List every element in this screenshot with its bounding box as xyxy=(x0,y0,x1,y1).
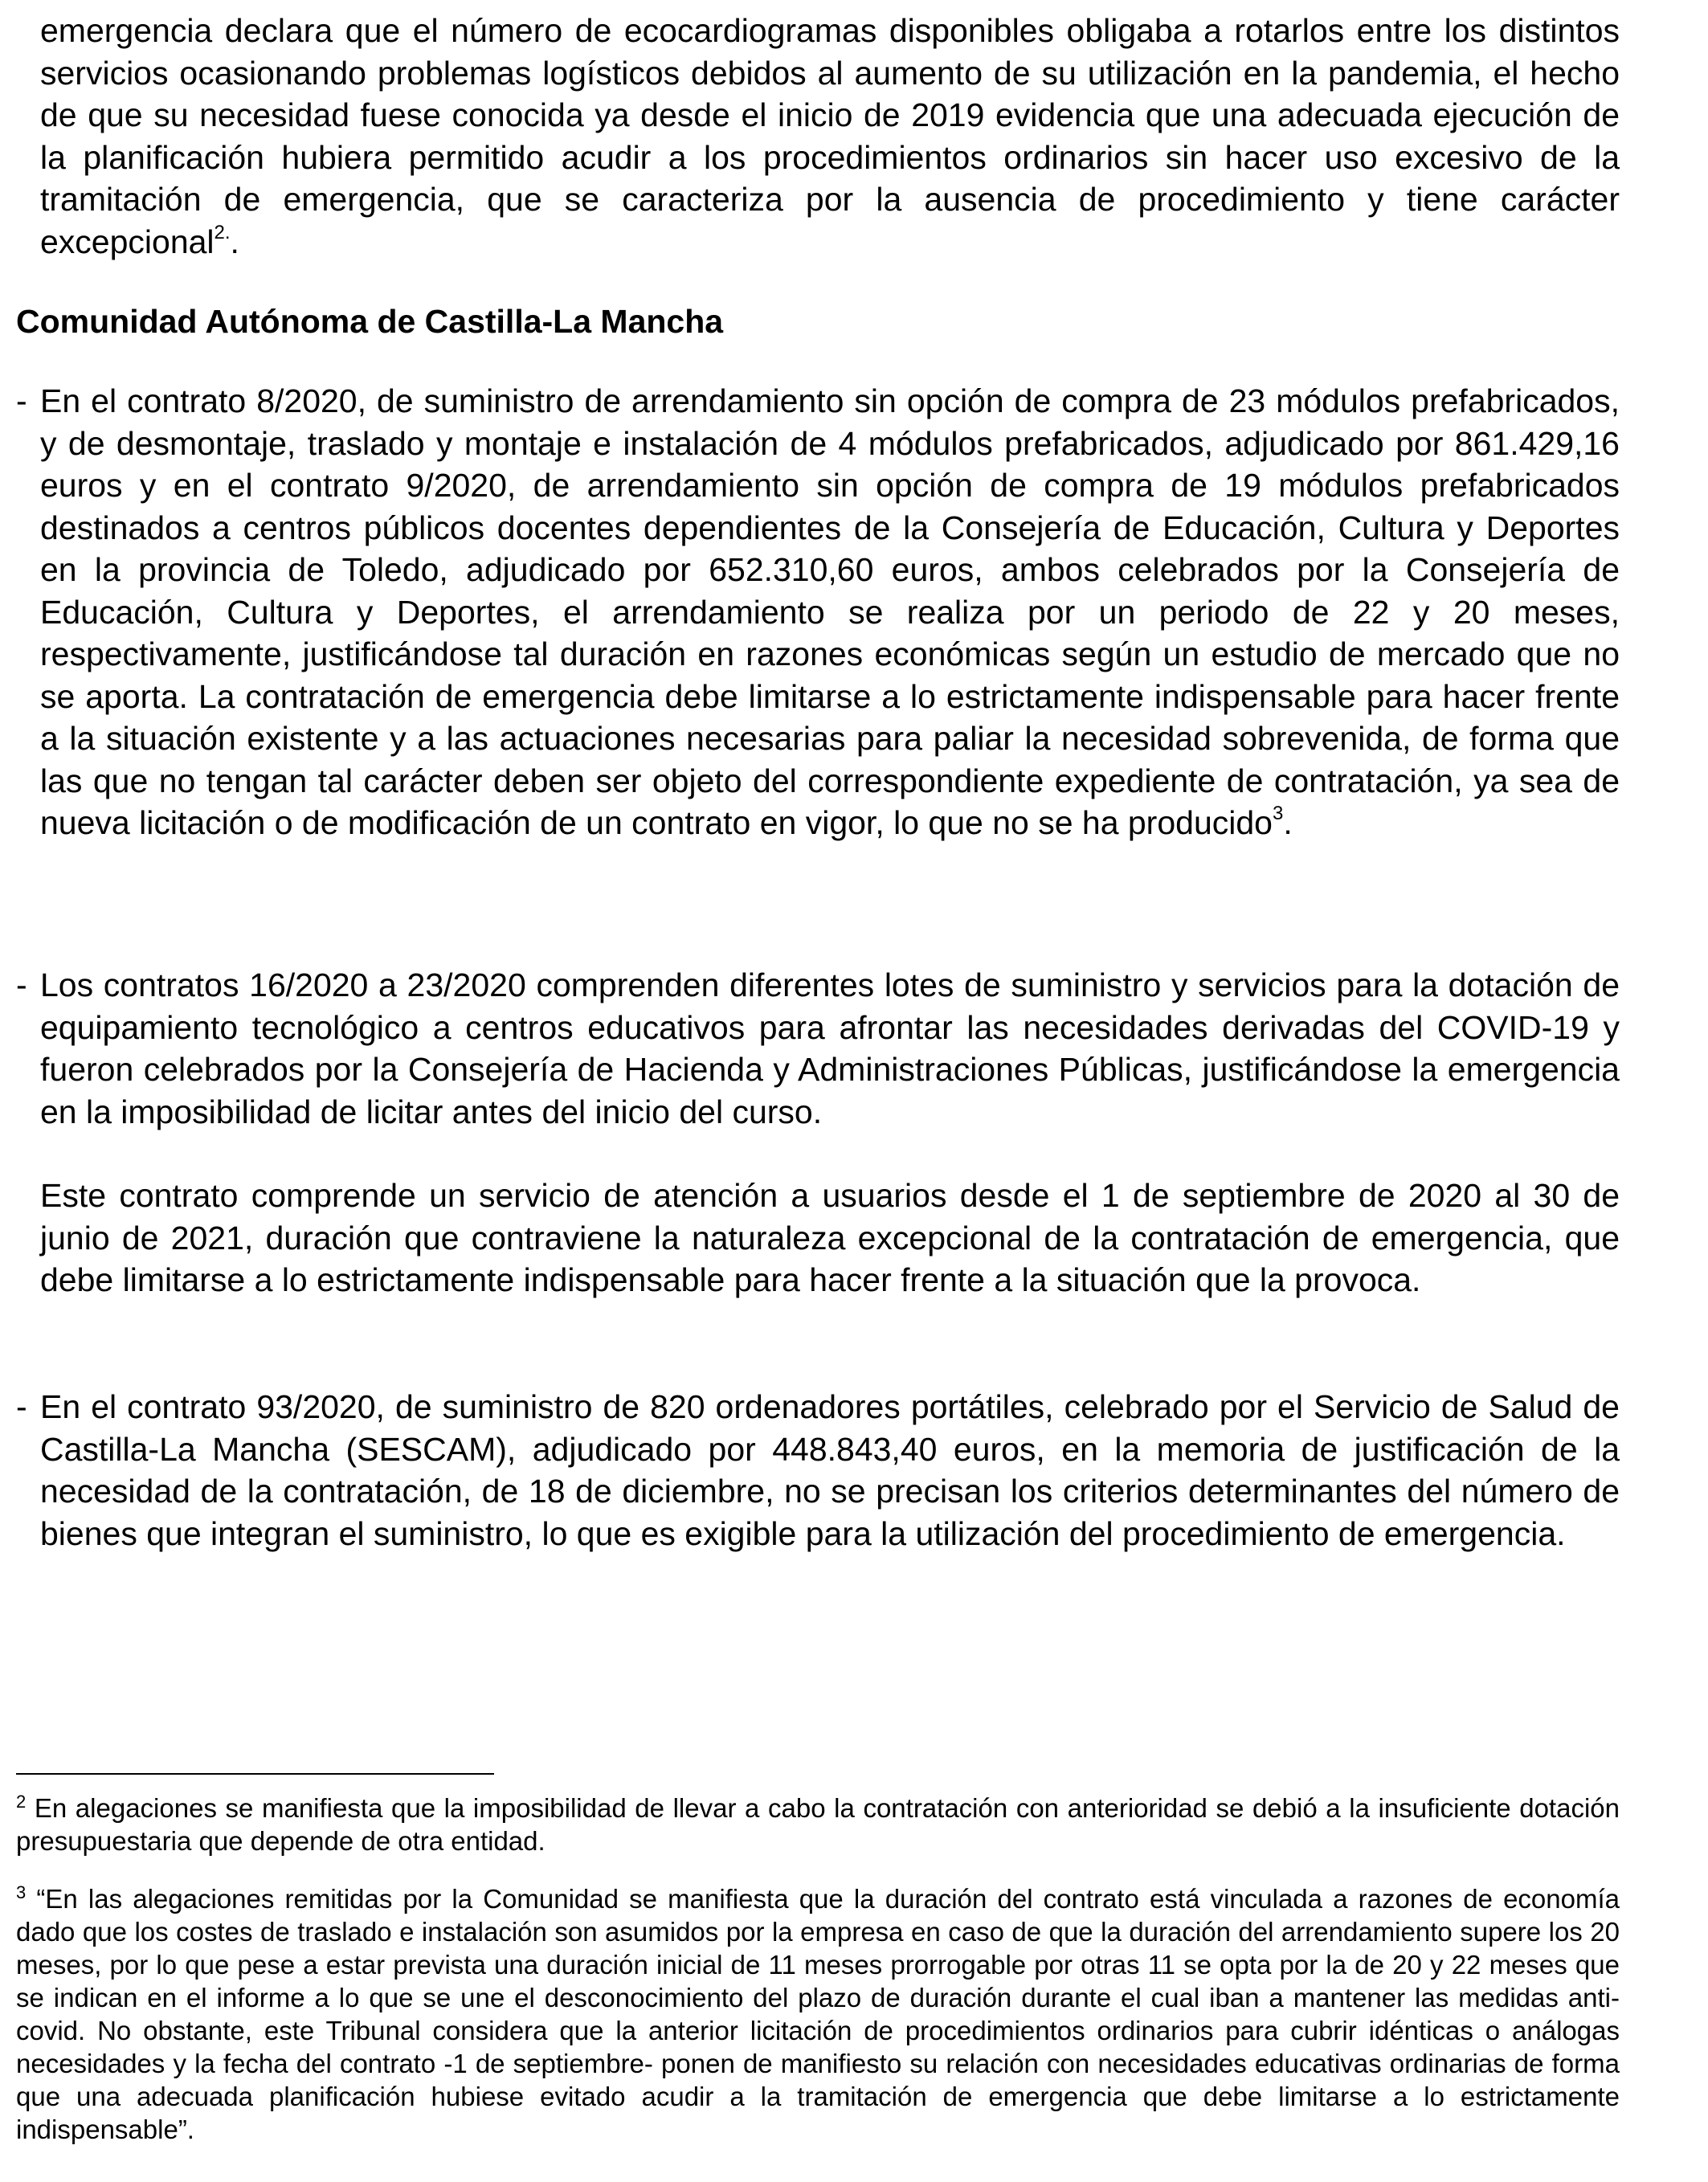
list-item-contract-93: En el contrato 93/2020, de suministro de 820 ordenadores portátiles, celebrado por el Servicio de Salud de Castilla-La Mancha (SESCAM), adjudicado por 448.843,40 euros, en la memoria de justificación de la necesidad de la contratación, de 18 de diciembre, no se precisan los criterios determinantes del número de bienes que integran el suministro, lo que es exigible para la utilización del procedimiento de emergencia. xyxy=(40,1388,1620,1552)
bullet-dash-1: - xyxy=(16,382,27,419)
section-heading: Comunidad Autónoma de Castilla-La Mancha xyxy=(16,303,724,340)
footnote-3-text: “En las alegaciones remitidas por la Comunidad se manifiesta que la duración del contrato está vinculada a razones de economía dado que los costes de traslado e instalación son asumidos por la empresa en caso de que la duración del arrendamiento supere los 20 meses, por lo que pese a estar prevista una duración inicial de 11 meses prorrogable por otras 11 se opta por la de 20 y 22 meses que se indican en el informe a lo que se une el desconocimiento del plazo de duración durante el cual iban a mantener las medidas anti-covid. No obstante, este Tribunal considera que la anterior licitación de procedimientos ordinarios para cubrir idénticas o análogas necesidades y la fecha del contrato -1 de septiembre- ponen de manifiesto su relación con necesidades educativas ordinarias de forma que una adecuada planificación hubiese evitado acudir a la tramitación de emergencia que debe limitarse a lo estrictamente indispensable”. xyxy=(16,1884,1620,2144)
footnote-ref-2[interactable]: 2. xyxy=(214,221,231,243)
footnote-separator xyxy=(16,1773,494,1775)
intro-paragraph xyxy=(40,10,1620,263)
item1-end: . xyxy=(1283,804,1293,841)
item1-text: En el contrato 8/2020, de suministro de arrendamiento sin opción de compra de 23 módulos prefabricados, y de desmontaje, traslado y montaje e instalación de 4 módulos prefabricados, adjudicado por 861.429,16 euros y en el contrato 9/2020, de arrendamiento sin opción de compra de 19 módulos prefabricados destinados a centros públicos docentes dependientes de la Consejería de Educación, Cultura y Deportes en la provincia de Toledo, adjudicado por 652.310,60 euros, ambos celebrados por la Consejería de Educación, Cultura y Deportes, el arrendamiento se realiza por un periodo de 22 y 20 meses, respectivamente, justificándose tal duración en razones económicas según un estudio de mercado que no se aporta. La contratación de emergencia debe limitarse a lo estrictamente indispensable para hacer frente a la situación existente y a las actuaciones necesarias para paliar la necesidad sobrevenida, de forma que las que no tengan tal carácter deben ser objeto del correspondiente expediente de contratación, ya sea de nueva licitación o de modificación de un contrato en vigor, lo que no se ha producido xyxy=(40,382,1620,841)
footnote-2-text: En alegaciones se manifiesta que la imposibilidad de llevar a cabo la contratación con anterioridad se debió a la insuficiente dotación presupuestaria que depende de otra entidad. xyxy=(16,1793,1620,1856)
bullet-dash-2: - xyxy=(16,966,27,1003)
footnote-2-mark: 2 xyxy=(16,1792,27,1812)
intro-text: emergencia declara que el número de ecocardiogramas disponibles obligaba a rotarlos entre los distintos servicios ocasionando problemas logísticos debidos al aumento de su utilización en la pandemia, el hecho de que su necesidad fuese conocida ya desde el inicio de 2019 evidencia que una adecuada ejecución de la planificación hubiera permitido acudir a los procedimientos ordinarios sin hacer uso excesivo de la tramitación de emergencia, que se caracteriza por la ausencia de procedimiento y tiene carácter excepcional xyxy=(40,12,1620,260)
item2-followup-paragraph: Este contrato comprende un servicio de atención a usuarios desde el 1 de septiembre de 2020 al 30 de junio de 2021, duración que contraviene la naturaleza excepcional de la contratación de emergencia, que debe limitarse a lo estrictamente indispensable para hacer frente a la situación que la provoca. xyxy=(40,1177,1620,1298)
footnote-ref-3[interactable]: 3 xyxy=(1272,803,1284,824)
list-item-contracts-16-23: Los contratos 16/2020 a 23/2020 comprenden diferentes lotes de suministro y servicios para la dotación de equipamiento tecnológico a centros educativos para afrontar las necesidades derivadas del COVID-19 y fueron celebrados por la Consejería de Hacienda y Administraciones Públicas, justificándose la emergencia en la imposibilidad de licitar antes del inicio del curso. xyxy=(40,966,1620,1130)
footnote-3 xyxy=(16,1882,1620,2146)
intro-end: . xyxy=(230,223,239,260)
footnote-3-mark: 3 xyxy=(16,1882,27,1902)
footnote-2 xyxy=(16,1792,1620,1857)
list-item-contract-8-9 xyxy=(40,380,1620,844)
bullet-dash-3: - xyxy=(16,1388,27,1425)
